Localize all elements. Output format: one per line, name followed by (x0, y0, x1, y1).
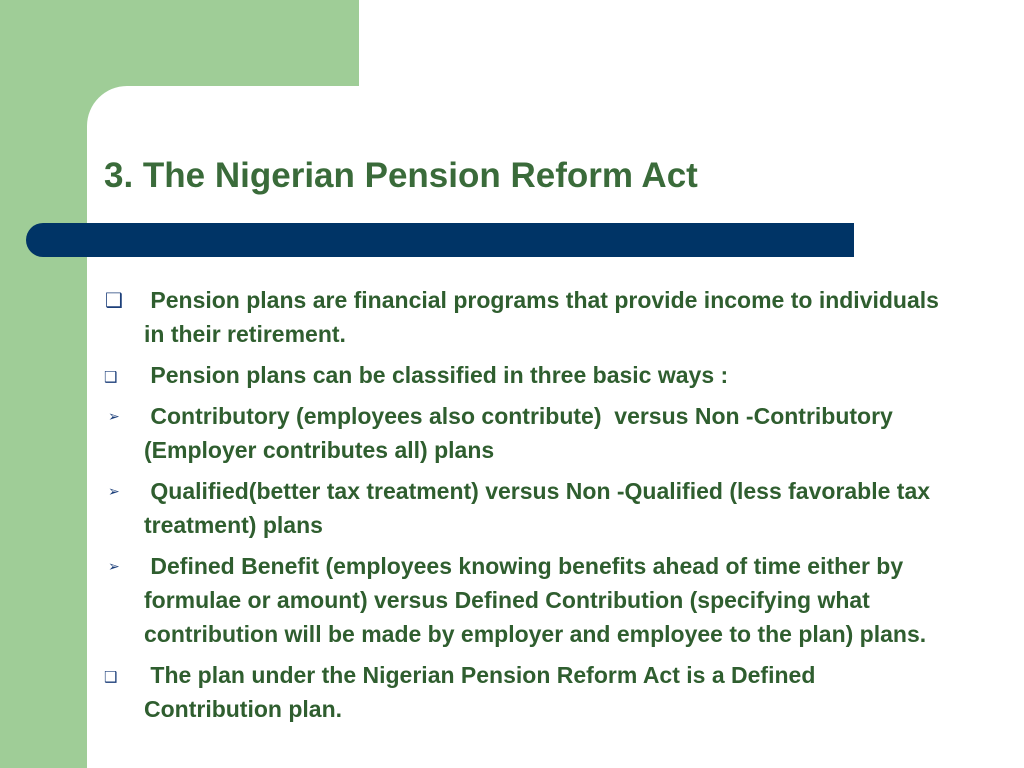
list-item (104, 358, 954, 392)
slide-title: 3. The Nigerian Pension Reform Act (104, 156, 698, 195)
square-bullet-icon: ❑ (104, 668, 118, 686)
list-item-text: Pension plans can be classified in three basic ways : (144, 362, 729, 388)
bullet-list (104, 283, 954, 733)
arrow-bullet-icon: ➢ (108, 409, 120, 425)
list-item (104, 549, 954, 651)
list-item-text: Defined Benefit (employees knowing benefits ahead of time either by formulae or amount) versus Defined Contribution (specifying what contribution will be made by employer and employee to the plan) plans. (144, 553, 927, 647)
list-item-text: The plan under the Nigerian Pension Reform Act is a Defined Contribution plan. (144, 662, 816, 722)
arrow-bullet-icon: ➢ (108, 484, 120, 500)
square-bullet-icon: ❑ (105, 288, 123, 312)
list-item (104, 399, 954, 467)
list-item (104, 658, 954, 726)
title-underline-bar (26, 223, 854, 257)
list-item (104, 283, 954, 351)
list-item (104, 474, 954, 542)
square-bullet-icon: ❑ (104, 368, 118, 386)
list-item-text: Qualified(better tax treatment) versus Non -Qualified (less favorable tax treatment) plans (144, 478, 931, 538)
list-item-text: Pension plans are financial programs that provide income to individuals in their retirement. (144, 287, 946, 347)
list-item-text: Contributory (employees also contribute) versus Non -Contributory (Employer contributes all) plans (144, 403, 893, 463)
decorative-white-block (359, 0, 1024, 86)
arrow-bullet-icon: ➢ (108, 559, 120, 575)
